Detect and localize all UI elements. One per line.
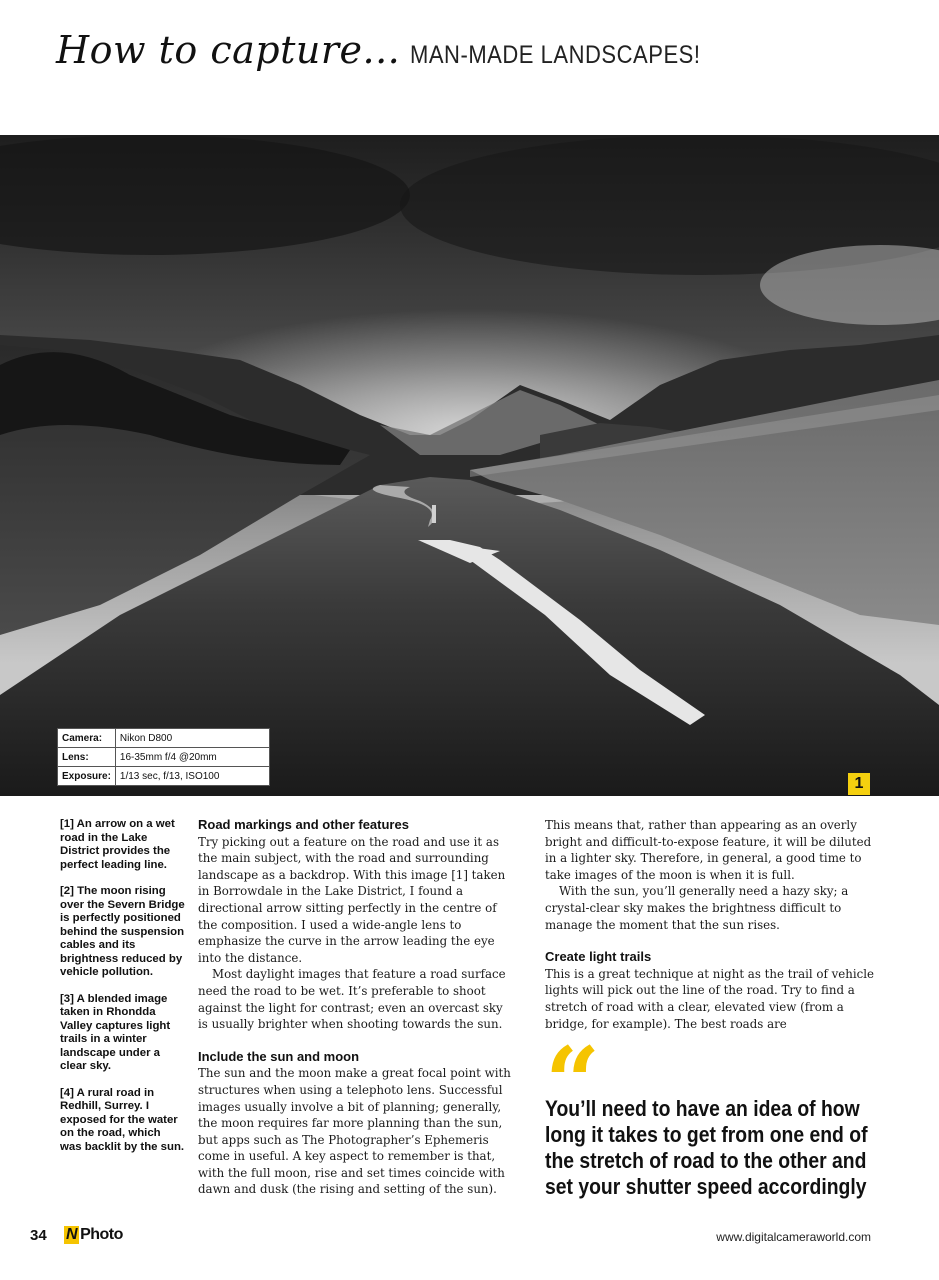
spec-label: Exposure: (58, 767, 116, 786)
pull-quote (545, 1026, 885, 1200)
header-caps-title: MAN-MADE LANDSCAPES! (410, 41, 701, 69)
body-paragraph: This means that, rather than appearing as an overly bright and difficult-to-expose feature, it will be diluted in a lighter sky. Therefore, in general, a good time to take images of the moon is when it is full. (545, 818, 872, 882)
website-url: www.digitalcameraworld.com (716, 1230, 871, 1244)
caption-3: [3] A blended image taken in Rhondda Valley captures light trails in a winter landscape under a clear sky. (60, 992, 171, 1072)
image-captions (60, 818, 185, 1167)
page-number: 34 (30, 1227, 47, 1244)
body-paragraph: This is a great technique at night as the trail of vehicle lights will pick out the line of the road. Try to find a stretch of road with a clear, elevated view (from a bridge, for example). The best roads are (545, 966, 875, 1031)
logo-text: Photo (80, 1226, 123, 1243)
page-header (56, 28, 740, 88)
spec-label: Lens: (58, 748, 116, 767)
logo-n-mark: N (66, 1226, 78, 1243)
figure-number-badge: 1 (848, 773, 870, 795)
header-script-title: How to capture... (56, 28, 401, 72)
spec-value: 1/13 sec, f/13, ISO100 (115, 767, 269, 786)
caption-2: [2] The moon rising over the Severn Bridge is perfectly positioned behind the suspension cables and its brightness reduced by vehicle pollution. (60, 885, 185, 978)
article-column-2 (545, 817, 875, 1032)
spec-row (58, 729, 270, 748)
caption-4: [4] A rural road in Redhill, Surrey. I exposed for the water on the road, which was backlit by the sun. (60, 1086, 185, 1153)
body-paragraph: The sun and the moon make a great focal point with structures when using a telephoto lens. Successful images usually involve a bit of planning; generally, the moon requires far more planning than the sun, but apps such as The Photographer’s Ephemeris come in useful. A key aspect to remember is that, with the full moon, rise and set times coincide with dawn and dusk (the rising and setting of the sun). (198, 1066, 511, 1197)
spec-value: 16-35mm f/4 @20mm (115, 748, 269, 767)
spec-label: Camera: (58, 729, 116, 748)
main-photo (0, 135, 939, 796)
quote-mark-icon: “ (545, 1026, 601, 1139)
article-column-1 (198, 817, 516, 1198)
body-paragraph: Try picking out a feature on the road and use it as the main subject, with the road and surrounding landscape as a backdrop. With this image [1] taken in Borrowdale in the Lake District, I found a directional arrow sitting perfectly in the centre of the composition. I used a wide-angle lens to emphasize the curve in the arrow leading the eye into the distance. (198, 834, 506, 965)
section-heading-road-markings: Road markings and other features (198, 817, 409, 832)
caption-1: [1] An arrow on a wet road in the Lake District provides the perfect leading line. (60, 818, 175, 871)
road-arrow-photo (0, 135, 939, 796)
spec-row (58, 748, 270, 767)
section-heading-light-trails: Create light trails (545, 949, 652, 965)
spec-row (58, 767, 270, 786)
body-paragraph: With the sun, you’ll generally need a hazy sky; a crystal-clear sky makes the brightness difficult to manage the moment that the sun rises. (545, 884, 849, 932)
camera-spec-table (57, 728, 270, 786)
magazine-logo (64, 1226, 123, 1244)
body-paragraph: Most daylight images that feature a road surface need the road to be wet. It’s preferable to shoot against the light for contrast; even an overcast sky is usually brighter when shooting towards the sun. (198, 967, 506, 1032)
section-heading-sun-moon: Include the sun and moon (198, 1048, 360, 1064)
spec-value: Nikon D800 (115, 729, 269, 748)
pull-quote-text: You’ll need to have an idea of how long it takes to get from one end of the stretch of road to the other and set your shutter speed accordingly (545, 1096, 868, 1199)
